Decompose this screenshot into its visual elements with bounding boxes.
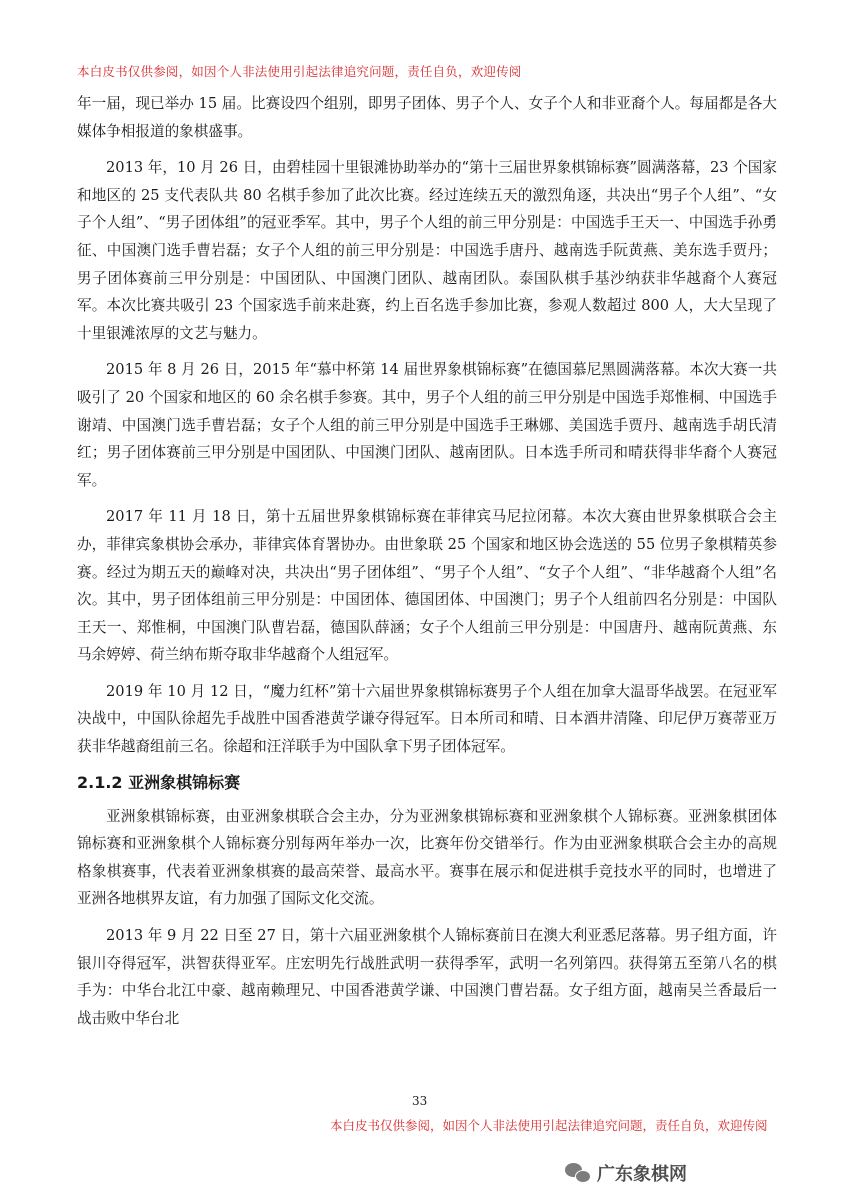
document-body	[77, 90, 777, 1041]
footer-disclaimer: 本白皮书仅供参阅，如因个人非法使用引起法律追究问题，责任自负，欢迎传阅	[330, 1118, 768, 1133]
paragraph-1: 年一届，现已举办 15 届。比赛设四个组别，即男子团体、男子个人、女子个人和非亚裔个人。每届都是各大媒体争相报道的象棋盛事。	[77, 95, 777, 140]
paragraph-3: 2015 年 8 月 26 日，2015 年“慕中杯第 14 届世界象棋锦标赛”在德国慕尼黑圆满落幕。本次大赛一共吸引了 20 个国家和地区的 60 余名棋手参赛。其中，男子个人组的前三甲分别是中国选手郑惟桐、中国选手谢靖、中国澳门选手曹岩磊；女子个人组的前三甲分别是中国选手王琳娜、美国选手贾丹、越南选手胡氏清红；男子团体赛前三甲分别是中国团队、中国澳门团队、越南团队。日本选手所司和晴获得非华裔个人赛冠军。	[77, 361, 777, 489]
wechat-icon	[565, 1163, 591, 1183]
watermark	[565, 1160, 687, 1186]
paragraph-6: 亚洲象棋锦标赛，由亚洲象棋联合会主办，分为亚洲象棋锦标赛和亚洲象棋个人锦标赛。亚洲象棋团体锦标赛和亚洲象棋个人锦标赛分别每两年举办一次，比赛年份交错举行。作为由亚洲象棋联合会主办的高规格象棋赛事，代表着亚洲象棋赛的最高荣誉、最高水平。赛事在展示和促进棋手竞技水平的同时，也增进了亚洲各地棋界友谊，有力加强了国际文化交流。	[77, 807, 777, 908]
watermark-text: 广东象棋网	[597, 1164, 687, 1185]
header-disclaimer: 本白皮书仅供参阅，如因个人非法使用引起法律追究问题，责任自负，欢迎传阅	[77, 64, 522, 79]
page-number: 33	[412, 1094, 428, 1108]
paragraph-7: 2013 年 9 月 22 日至 27 日，第十六届亚洲象棋个人锦标赛前日在澳大利亚悉尼落幕。男子组方面，许银川夺得冠军，洪智获得亚军。庄宏明先行战胜武明一获得季军，武明一名列第四。获得第五至第八名的棋手为：中华台北江中豪、越南赖理兄、中国香港黄学谦、中国澳门曹岩磊。女子组方面，越南吴兰香最后一战击败中华台北	[77, 927, 777, 1027]
section-heading: 2.1.2 亚洲象棋锦标赛	[77, 772, 241, 792]
paragraph-5: 2019 年 10 月 12 日，“魔力红杯”第十六届世界象棋锦标赛男子个人组在加拿大温哥华战罢。在冠亚军决战中，中国队徐超先手战胜中国香港黄学谦夺得冠军。日本所司和晴、日本酒井清隆、印尼伊万赛蒂亚万获非华越裔组前三名。徐超和汪洋联手为中国队拿下男子团体冠军。	[77, 682, 777, 756]
paragraph-4: 2017 年 11 月 18 日，第十五届世界象棋锦标赛在菲律宾马尼拉闭幕。本次大赛由世界象棋联合会主办，菲律宾象棋协会承办，菲律宾体育署协办。由世象联 25 个国家和地区协会选送的 55 位男子象棋精英参赛。经过为期五天的巅峰对决，共决出“男子团体组”、“男子个人组”、“女子个人组”、“非华越裔个人组”名次。其中，男子团体组前三甲分别是：中国团体、德国团体、中国澳门；男子个人组前四名分别是：中国队王天一、郑惟桐，中国澳门队曹岩磊，德国队薛涵；女子个人组前三甲分别是：中国唐丹、越南阮黄燕、东马余婷婷、荷兰纳布斯夺取非华越裔个人组冠军。	[77, 508, 777, 664]
paragraph-2: 2013 年，10 月 26 日，由碧桂园十里银滩协助举办的“第十三届世界象棋锦标赛”圆满落幕，23 个国家和地区的 25 支代表队共 80 名棋手参加了此次比赛。经过连续五天的激烈角逐，共决出“男子个人组”、“女子个人组”、“男子团体组”的冠亚季军。其中，男子个人组的前三甲分别是：中国选手王天一、中国选手孙勇征、中国澳门选手曹岩磊；女子个人组的前三甲分别是：中国选手唐丹、越南选手阮黄燕、美东选手贾丹；男子团体赛前三甲分别是：中国团队、中国澳门团队、越南团队。泰国队棋手基沙纳获非华越裔个人赛冠军。本次比赛共吸引 23 个国家选手前来赴赛，约上百名选手参加比赛，参观人数超过 800 人，大大呈现了十里银滩浓厚的文艺与魅力。	[77, 159, 777, 342]
